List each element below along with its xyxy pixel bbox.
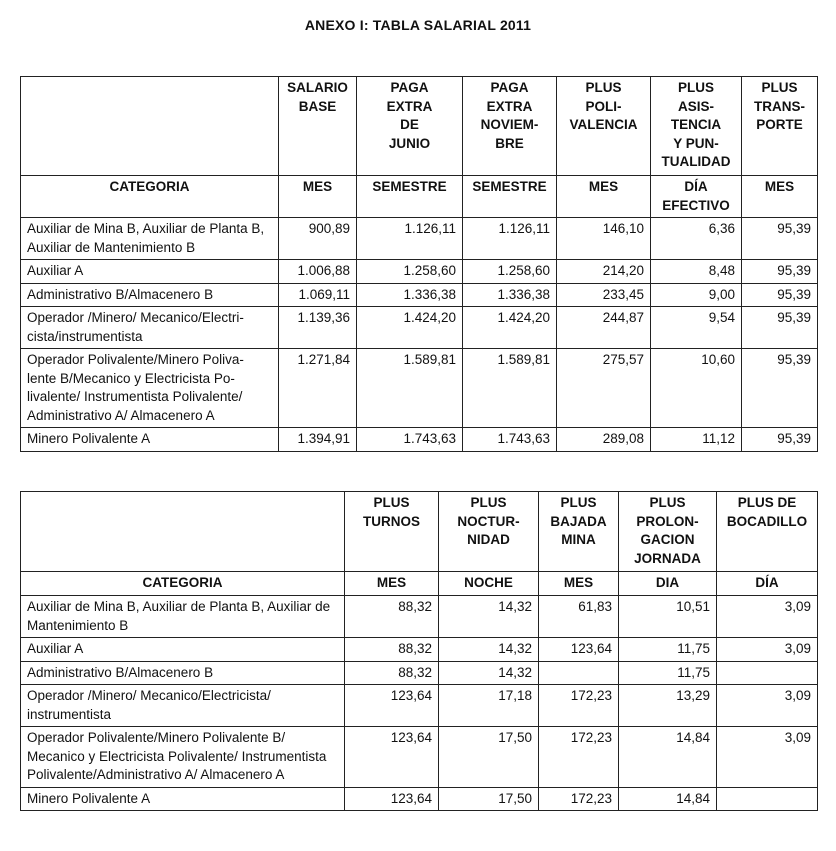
category-cell: Minero Polivalente A [21,787,345,811]
unit-cell: SEMESTRE [357,176,463,218]
value-cell: 146,10 [557,218,651,260]
value-cell: 123,64 [345,727,439,788]
category-cell: Operador /Minero/ Mecanico/Electri- cista/instrumentista [21,307,279,349]
table-row [21,307,818,349]
category-cell: Auxiliar de Mina B, Auxiliar de Planta B, Auxiliar de Mantenimiento B [21,596,345,638]
table-row [21,661,818,685]
value-cell: 172,23 [539,727,619,788]
unit-cell: SEMESTRE [463,176,557,218]
value-cell: 17,18 [439,685,539,727]
header-cell: PLUS TRANS- PORTE [742,77,818,176]
value-cell: 3,09 [717,727,818,788]
value-cell: 9,54 [651,307,742,349]
category-cell: Administrativo B/Almacenero B [21,661,345,685]
value-cell: 11,75 [619,661,717,685]
value-cell: 17,50 [439,727,539,788]
value-cell: 1.271,84 [279,349,357,428]
value-cell: 1.006,88 [279,260,357,284]
value-cell: 11,75 [619,638,717,662]
value-cell: 6,36 [651,218,742,260]
value-cell: 14,84 [619,727,717,788]
category-cell: Administrativo B/Almacenero B [21,283,279,307]
category-cell: Auxiliar A [21,638,345,662]
value-cell: 14,32 [439,638,539,662]
table-row [21,428,818,452]
value-cell: 1.336,38 [463,283,557,307]
value-cell: 88,32 [345,638,439,662]
value-cell: 233,45 [557,283,651,307]
value-cell: 61,83 [539,596,619,638]
unit-cell: NOCHE [439,572,539,596]
category-cell: Operador /Minero/ Mecanico/Electricista/ instrumentista [21,685,345,727]
value-cell: 9,00 [651,283,742,307]
header-cell: PLUS ASIS- TENCIA Y PUN- TUALIDAD [651,77,742,176]
header-cell: PLUS TURNOS [345,492,439,572]
value-cell: 10,51 [619,596,717,638]
value-cell: 172,23 [539,685,619,727]
value-cell: 172,23 [539,787,619,811]
unit-cell: MES [742,176,818,218]
category-cell: Minero Polivalente A [21,428,279,452]
value-cell: 1.336,38 [357,283,463,307]
header-cell [21,77,279,176]
value-cell: 1.258,60 [357,260,463,284]
value-cell: 14,32 [439,661,539,685]
value-cell: 900,89 [279,218,357,260]
value-cell [717,787,818,811]
salary-table-1 [20,76,818,452]
value-cell: 14,84 [619,787,717,811]
value-cell: 13,29 [619,685,717,727]
value-cell: 3,09 [717,596,818,638]
table-row [21,787,818,811]
value-cell: 1.424,20 [463,307,557,349]
value-cell: 1.069,11 [279,283,357,307]
value-cell: 1.589,81 [357,349,463,428]
header-cell: PLUS DE BOCADILLO [717,492,818,572]
value-cell: 17,50 [439,787,539,811]
value-cell: 1.424,20 [357,307,463,349]
value-cell: 88,32 [345,596,439,638]
salary-table-2 [20,491,818,811]
value-cell [539,661,619,685]
value-cell: 1.589,81 [463,349,557,428]
value-cell: 275,57 [557,349,651,428]
value-cell: 1.126,11 [357,218,463,260]
value-cell: 123,64 [345,787,439,811]
value-cell: 95,39 [742,218,818,260]
category-cell: Auxiliar A [21,260,279,284]
unit-cell: MES [279,176,357,218]
value-cell: 95,39 [742,428,818,452]
value-cell: 244,87 [557,307,651,349]
value-cell: 14,32 [439,596,539,638]
table-row [21,596,818,638]
category-cell: Operador Polivalente/Minero Polivalente B/ Mecanico y Electricista Polivalente/ Instrumentista Polivalente/Administrativo A/ Almacenero A [21,727,345,788]
header-cell: PAGA EXTRA DE JUNIO [357,77,463,176]
header-cell [21,492,345,572]
value-cell: 1.258,60 [463,260,557,284]
value-cell: 123,64 [345,685,439,727]
unit-cell: CATEGORIA [21,572,345,596]
unit-cell: MES [539,572,619,596]
value-cell: 10,60 [651,349,742,428]
unit-cell: CATEGORIA [21,176,279,218]
header-cell: PAGA EXTRA NOVIEM- BRE [463,77,557,176]
header-cell: PLUS POLI- VALENCIA [557,77,651,176]
value-cell: 95,39 [742,307,818,349]
value-cell: 1.139,36 [279,307,357,349]
value-cell: 11,12 [651,428,742,452]
unit-cell: MES [557,176,651,218]
table-row [21,685,818,727]
header-cell: PLUS NOCTUR- NIDAD [439,492,539,572]
value-cell: 1.743,63 [357,428,463,452]
value-cell: 1.394,91 [279,428,357,452]
value-cell: 95,39 [742,349,818,428]
header-cell: SALARIO BASE [279,77,357,176]
value-cell: 1.126,11 [463,218,557,260]
unit-cell: DÍA [717,572,818,596]
value-cell [717,661,818,685]
value-cell: 3,09 [717,685,818,727]
value-cell: 95,39 [742,260,818,284]
header-cell: PLUS BAJADA MINA [539,492,619,572]
category-cell: Operador Polivalente/Minero Poliva- lente B/Mecanico y Electricista Po- livalente/ Instrumentista Polivalente/ Administrativo A/ Almacenero A [21,349,279,428]
value-cell: 88,32 [345,661,439,685]
table-row [21,283,818,307]
value-cell: 3,09 [717,638,818,662]
table-row [21,260,818,284]
table-row [21,638,818,662]
unit-cell: MES [345,572,439,596]
unit-cell: DIA [619,572,717,596]
value-cell: 289,08 [557,428,651,452]
table-row [21,349,818,428]
value-cell: 1.743,63 [463,428,557,452]
header-cell: PLUS PROLON- GACION JORNADA [619,492,717,572]
page-title: ANEXO I: TABLA SALARIAL 2011 [304,17,532,33]
value-cell: 214,20 [557,260,651,284]
table-row [21,218,818,260]
table-row [21,727,818,788]
value-cell: 123,64 [539,638,619,662]
value-cell: 8,48 [651,260,742,284]
unit-cell: DÍA EFECTIVO [651,176,742,218]
category-cell: Auxiliar de Mina B, Auxiliar de Planta B, Auxiliar de Mantenimiento B [21,218,279,260]
value-cell: 95,39 [742,283,818,307]
